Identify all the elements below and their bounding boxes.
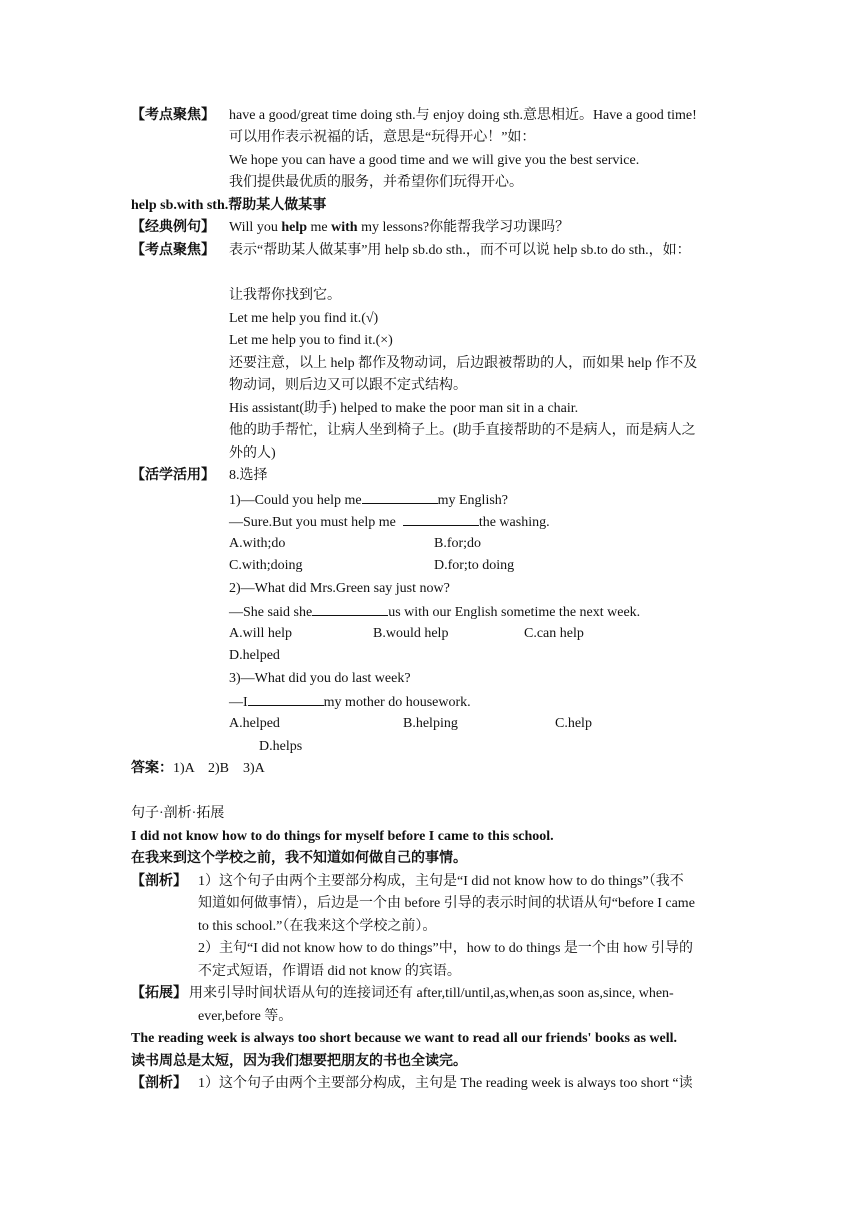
answer-blank [248,692,324,706]
exercise-title: 8.选择 [229,468,268,483]
answer-blank [362,490,438,504]
pouxi-tag: 【剖析】 [131,1076,187,1091]
text-line: 不定式短语，作谓语 did not know 的宾语。 [198,964,461,979]
answer-label: 答案： [131,761,173,776]
text-line: 物动词，则后边又可以跟不定式结构。 [229,378,467,393]
question-text: my mother do housework. [323,695,471,710]
tuozhan-tag: 【拓展】 [131,986,187,1001]
answer-value: 1)A 2)B 3)A [173,761,265,776]
text-line: His assistant(助手) helped to make the poor man sit in a chair. [229,401,579,416]
text-line: 知道如何做事情），后边是一个由 before 引导的表示时间的状语从句“before I came [198,896,695,911]
text-line: Let me help you to find it.(×) [229,333,393,348]
option: B.for;do [434,536,482,551]
option: D.helps [259,739,303,754]
section-heading: help sb.with sth.帮助某人做某事 [131,198,327,213]
answer-line [131,760,265,778]
text-line: to this school.”（在我来这个学校之前）。 [198,919,437,934]
sentence-english: The reading week is always too short because we want to read all our friends' books as well. [131,1031,678,1046]
example-part: me [307,220,332,235]
kaodian-tag: 【考点聚焦】 [131,243,215,258]
pouxi-tag: 【剖析】 [131,874,187,889]
text-line: 表示“帮助某人做某事”用 help sb.do sth.，而不可以说 help sb.to do sth.，如： [229,243,691,258]
example-part: Will you [229,220,282,235]
text-line: 我们提供最优质的服务，并希望你们玩得开心。 [229,175,523,190]
question-line [229,490,508,510]
text-line: 1）这个句子由两个主要部分构成，主句是 The reading week is always too short “读 [198,1076,693,1091]
question-line [229,602,640,622]
text-line: 他的助手帮忙，让病人坐到椅子上。(助手直接帮助的不是病人，而是病人之 [229,423,696,438]
option: B.helping [403,716,458,731]
answer-blank [312,602,388,616]
question-text: —Sure.But you must help me [229,515,396,530]
text-line: 2）主句“I did not know how to do things”中，how to do things 是一个由 how 引导的 [198,941,694,956]
option: A.helped [229,716,280,731]
text-line: 让我帮你找到它。 [229,288,341,303]
question-text: —She said she [229,605,313,620]
option: D.for;to doing [434,558,515,573]
example-part: my lessons?你能帮我学习功课吗？ [357,220,570,235]
text-line: 1）这个句子由两个主要部分构成，主句是“I did not know how to do things”（我不 [198,874,684,889]
question-line: 2)—What did Mrs.Green say just now? [229,581,450,596]
text-line: ever,before 等。 [198,1009,293,1024]
sentence-chinese: 在我来到这个学校之前，我不知道如何做自己的事情。 [131,851,467,866]
text-line: 用来引导时间状语从句的连接词还有 after,till/until,as,when,as soon as,since, when- [189,986,674,1001]
section-heading: 句子·剖析·拓展 [131,806,225,821]
option: C.help [555,716,592,731]
option: C.can help [524,626,584,641]
sentence-english: I did not know how to do things for myself before I came to this school. [131,829,554,844]
question-text: —I [229,695,248,710]
option: B.would help [373,626,449,641]
sentence-chinese: 读书周总是太短，因为我们想要把朋友的书也全读完。 [131,1054,467,1069]
text-line: 还要注意，以上 help 都作及物动词，后边跟被帮助的人，而如果 help 作不及 [229,356,698,371]
option: A.will help [229,626,292,641]
example-keyword: with [331,220,358,235]
kaodian-tag: 【考点聚焦】 [131,108,215,123]
text-line: Let me help you find it.(√) [229,311,379,326]
question-text: the washing. [478,515,550,530]
jingdian-tag: 【经典例句】 [131,220,215,235]
question-line [229,512,550,532]
question-line: 3)—What did you do last week? [229,671,411,686]
text-line: 可以用作表示祝福的话，意思是“玩得开心！”如： [229,130,536,145]
text-line: 外的人) [229,446,276,461]
question-text: 1)—Could you help me [229,493,362,508]
question-text: us with our English sometime the next week. [388,605,641,620]
huoxue-tag: 【活学活用】 [131,468,215,483]
option: D.helped [229,648,280,663]
question-text: my English? [437,493,508,508]
question-line [229,692,471,712]
answer-blank [403,512,479,526]
example-keyword: help [281,220,308,235]
text-line: have a good/great time doing sth.与 enjoy doing sth.意思相近。Have a good time! [229,108,697,123]
example-sentence [229,219,569,237]
text-line: We hope you can have a good time and we will give you the best service. [229,153,640,168]
option: C.with;doing [229,558,303,573]
option: A.with;do [229,536,286,551]
